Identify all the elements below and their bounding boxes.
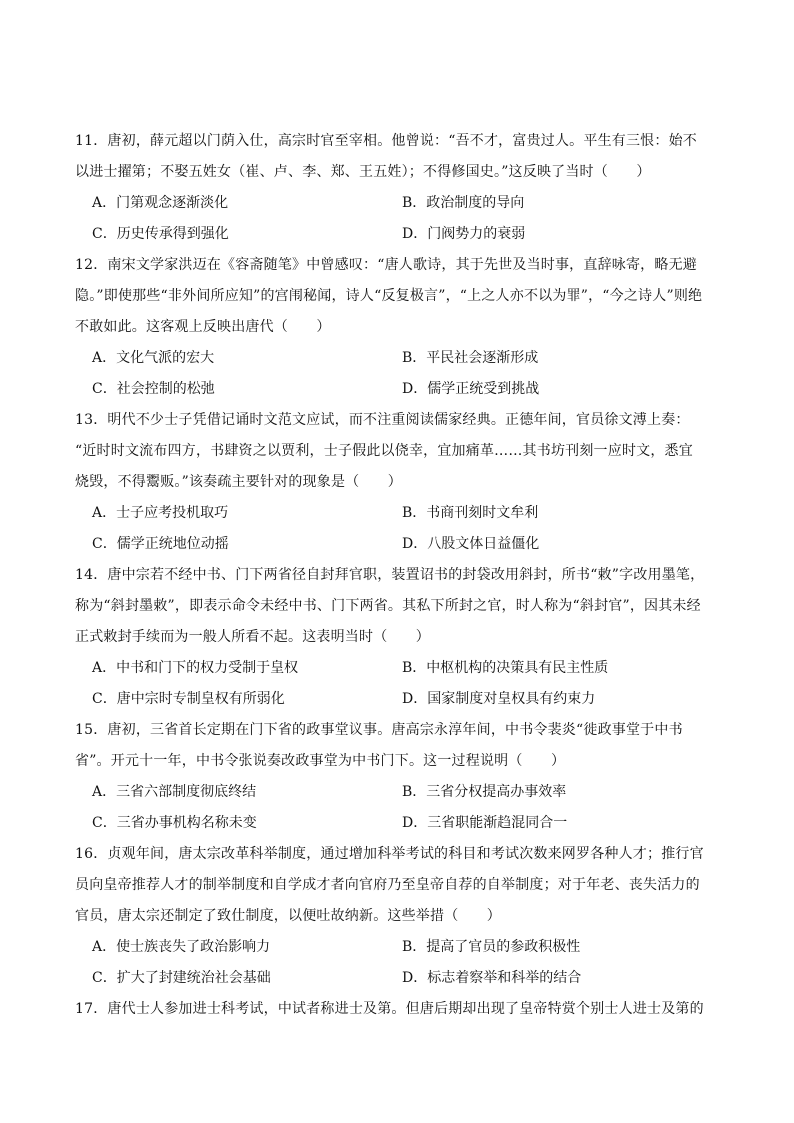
question-15 <box>75 715 725 839</box>
answer-option[interactable]: B．三省分权提高办事效率 <box>402 784 567 800</box>
question-stem-line: 以进士擢第；不娶五姓女（崔、卢、李、郑、王五姓）；不得修国史。”这反映了当时（ ） <box>75 164 651 180</box>
answer-option[interactable]: B．提高了官员的参政积极性 <box>402 939 581 955</box>
option-row <box>92 684 725 715</box>
option-row <box>92 498 725 529</box>
question-stem-line: 14．唐中宗若不经中书、门下两省径自封拜官职，装置诏书的封袋改用斜封，所书“敕”字改用墨笔， <box>75 567 705 583</box>
answer-option[interactable]: A．使士族丧失了政治影响力 <box>92 939 271 955</box>
question-17 <box>75 994 725 1025</box>
answer-options <box>75 777 725 839</box>
answer-options <box>75 498 725 560</box>
question-stem-line: 11．唐初，薛元超以门荫入仕，高宗时官至宰相。他曾说：“吾不才，富贵过人。平生有三恨：始不 <box>75 133 697 149</box>
option-row <box>92 777 725 808</box>
question-stem-line: 正式敕封手续而为一般人所看不起。这表明当时（ ） <box>75 629 430 645</box>
option-row <box>92 188 725 219</box>
answer-option[interactable]: C．三省办事机构名称未变 <box>92 815 257 831</box>
question-stem-line: 不敢如此。这客观上反映出唐代（ ） <box>75 319 331 335</box>
answer-option[interactable]: D．儒学正统受到挑战 <box>402 381 540 397</box>
question-16 <box>75 839 725 994</box>
answer-options <box>75 188 725 250</box>
option-row <box>92 529 725 560</box>
question-12 <box>75 250 725 405</box>
answer-option[interactable]: B．书商刊刻时文牟利 <box>402 505 539 521</box>
question-stem-line: 烧毁，不得鬻贩。”该奏疏主要针对的现象是（ ） <box>75 474 402 490</box>
answer-option[interactable]: A．文化气派的宏大 <box>92 350 215 366</box>
question-stem-line: 省”。开元十一年，中书令张说奏改政事堂为中书门下。这一过程说明（ ） <box>75 753 566 769</box>
answer-option[interactable]: C．社会控制的松弛 <box>92 381 215 397</box>
option-row <box>92 343 725 374</box>
answer-option[interactable]: C．历史传承得到强化 <box>92 226 229 242</box>
answer-option[interactable]: D．八股文体日益僵化 <box>402 536 540 552</box>
answer-options <box>75 932 725 994</box>
question-stem-line: 16．贞观年间，唐太宗改革科举制度，通过增加科举考试的科目和考试次数来网罗各种人才；推行官 <box>75 846 704 862</box>
question-stem-line: 13．明代不少士子凭借记诵时文范文应试，而不注重阅读儒家经典。正德年间，官员徐文溥上奏： <box>75 412 690 428</box>
option-row <box>92 653 725 684</box>
option-row <box>92 219 725 250</box>
option-row <box>92 374 725 405</box>
answer-option[interactable]: A．士子应考投机取巧 <box>92 505 229 521</box>
answer-option[interactable]: C．扩大了封建统治社会基础 <box>92 970 271 986</box>
answer-option[interactable]: B．平民社会逐渐形成 <box>402 350 539 366</box>
answer-options <box>75 653 725 715</box>
answer-option[interactable]: C．唐中宗时专制皇权有所弱化 <box>92 691 285 707</box>
answer-option[interactable]: D．三省职能渐趋混同合一 <box>402 815 568 831</box>
answer-option[interactable]: A．中书和门下的权力受制于皇权 <box>92 660 299 676</box>
answer-option[interactable]: B．中枢机构的决策具有民主性质 <box>402 660 609 676</box>
answer-options <box>75 343 725 405</box>
answer-option[interactable]: C．儒学正统地位动摇 <box>92 536 229 552</box>
question-11 <box>75 126 725 250</box>
question-stem-line: 员向皇帝推荐人才的制举制度和自学成才者向官府乃至皇帝自荐的自举制度；对于年老、丧失活力的 <box>75 877 700 893</box>
question-stem-line: 官员，唐太宗还制定了致仕制度，以便吐故纳新。这些举措（ ） <box>75 908 501 924</box>
question-stem-line: 15．唐初，三省首长定期在门下省的政事堂议事。唐高宗永淳年间，中书令裴炎“徙政事堂于中书 <box>75 722 683 738</box>
answer-option[interactable]: B．政治制度的导向 <box>402 195 525 211</box>
answer-option[interactable]: D．标志着察举和科举的结合 <box>402 970 582 986</box>
answer-option[interactable]: A．门第观念逐渐淡化 <box>92 195 229 211</box>
question-stem-line: “近时时文流布四方，书肆资之以贾利，士子假此以侥幸，宜加痛革……其书坊刊刻一应时文，悉宜 <box>75 443 693 459</box>
question-stem-line: 17．唐代士人参加进士科考试，中试者称进士及第。但唐后期却出现了皇帝特赏个别士人进士及第的 <box>75 1001 704 1017</box>
option-row <box>92 963 725 994</box>
question-14 <box>75 560 725 715</box>
question-13 <box>75 405 725 560</box>
answer-option[interactable]: A．三省六部制度彻底终结 <box>92 784 257 800</box>
answer-option[interactable]: D．门阀势力的衰弱 <box>402 226 526 242</box>
question-list <box>75 126 725 1025</box>
option-row <box>92 808 725 839</box>
question-stem-line: 12．南宋文学家洪迈在《容斋随笔》中曾感叹：“唐人歌诗，其于先世及当时事，直辞咏寄，略无避 <box>75 257 697 273</box>
option-row <box>92 932 725 963</box>
answer-option[interactable]: D．国家制度对皇权具有约束力 <box>402 691 596 707</box>
question-stem-line: 隐。”即使那些“非外间所应知”的宫闱秘闻，诗人“反复极言”，“上之人亦不以为罪”，“今之诗人”则绝 <box>75 288 703 304</box>
question-stem-line: 称为“斜封墨敕”，即表示命令未经中书、门下两省。其私下所封之官，时人称为“斜封官”，因其未经 <box>75 598 701 614</box>
